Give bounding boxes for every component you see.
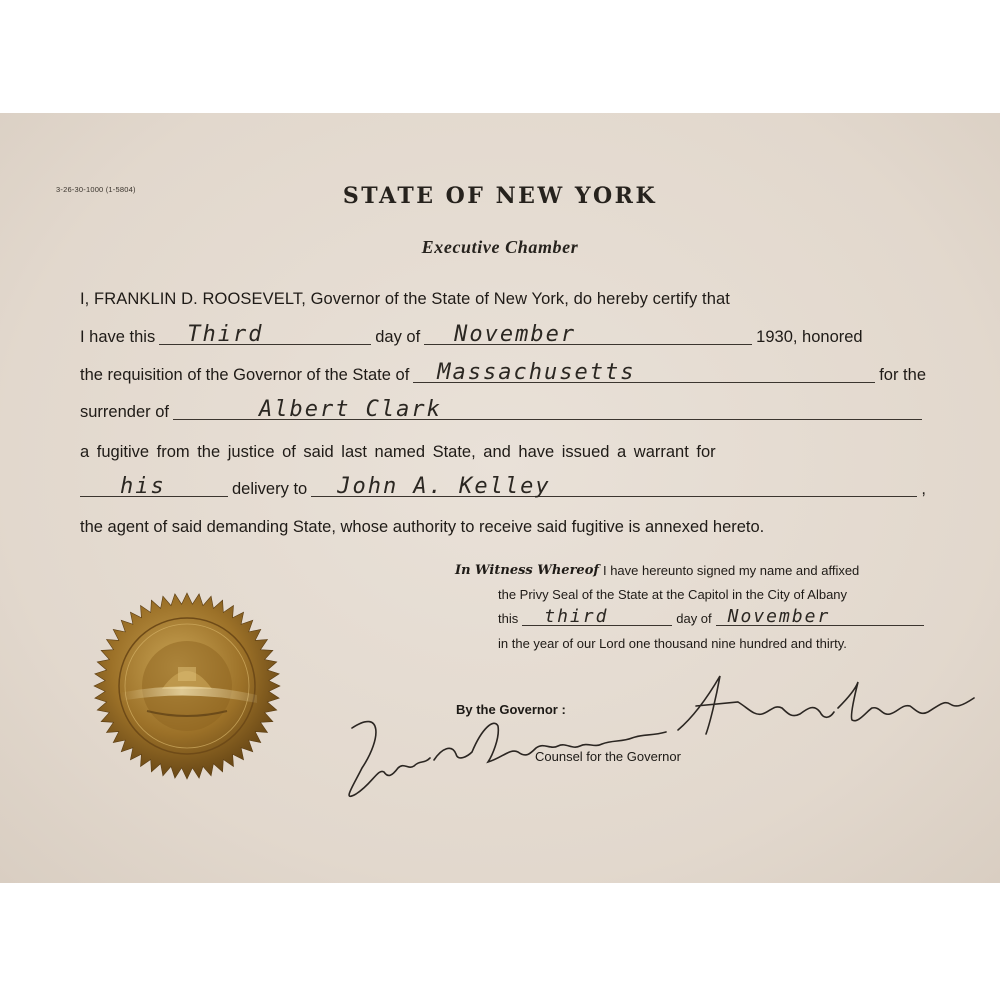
witness-text-2: the Privy Seal of the State at the Capitol in the City of Albany bbox=[498, 587, 848, 602]
day-field bbox=[159, 322, 371, 345]
witness-line-4 bbox=[498, 632, 928, 656]
line-2-text-c: 1930, honored bbox=[756, 328, 863, 346]
line-6-text-a: delivery to bbox=[232, 480, 308, 498]
certification-line-6 bbox=[80, 475, 926, 503]
witness-day-handwriting: third bbox=[544, 606, 609, 627]
document-title: STATE OF NEW YORK bbox=[342, 183, 658, 209]
agent-field bbox=[311, 474, 917, 497]
witness-line-2 bbox=[498, 583, 928, 607]
certification-line-5 bbox=[80, 438, 926, 466]
line-2-text-a: I have this bbox=[80, 328, 156, 346]
fugitive-name-field bbox=[173, 397, 922, 420]
state-seal-icon bbox=[92, 591, 282, 781]
witness-month-handwriting: November bbox=[727, 606, 831, 627]
line-1-text: I, FRANKLIN D. ROOSEVELT, Governor of the State of New York, do hereby certify that bbox=[80, 290, 730, 308]
witness-heading: In Witness Whereof bbox=[455, 563, 599, 578]
witness-day-field bbox=[522, 607, 672, 626]
certificate-paper bbox=[0, 113, 1000, 883]
agent-handwriting: John A. Kelley bbox=[337, 474, 551, 499]
line-7-text: the agent of said demanding State, whose authority to receive said fugitive is annexed hereto. bbox=[80, 518, 765, 536]
document-subtitle: Executive Chamber bbox=[421, 237, 579, 257]
certification-line-3 bbox=[80, 361, 926, 389]
day-handwriting: Third bbox=[187, 322, 264, 347]
witness-text-3a: this bbox=[498, 611, 519, 626]
line-6-text-b: , bbox=[921, 480, 926, 498]
witness-line-3 bbox=[498, 607, 928, 631]
line-2-text-b: day of bbox=[375, 328, 421, 346]
pronoun-handwriting: his bbox=[120, 474, 166, 499]
month-handwriting: November bbox=[454, 322, 577, 347]
witness-text-1: I have hereunto signed my name and affixed bbox=[602, 563, 860, 578]
governor-signature-icon bbox=[658, 668, 978, 748]
line-4-text-a: surrender of bbox=[80, 403, 169, 421]
certification-line-4 bbox=[80, 398, 926, 426]
certification-line-7 bbox=[80, 513, 926, 541]
witness-month-field bbox=[716, 607, 924, 626]
line-3-text-b: for the bbox=[879, 366, 926, 384]
witness-text-3b: day of bbox=[676, 611, 712, 626]
state-field bbox=[413, 360, 875, 383]
certification-line-1 bbox=[80, 285, 926, 313]
line-3-text-a: the requisition of the Governor of the State of bbox=[80, 366, 410, 384]
fugitive-name-handwriting: Albert Clark bbox=[258, 397, 442, 422]
state-handwriting: Massachusetts bbox=[437, 360, 636, 385]
pronoun-field bbox=[80, 474, 228, 497]
witness-line-1 bbox=[455, 559, 927, 583]
line-5-text: a fugitive from the justice of said last named State, and have issued a warrant for bbox=[80, 443, 716, 461]
certification-line-2 bbox=[80, 323, 926, 351]
witness-text-4: in the year of our Lord one thousand nine hundred and thirty. bbox=[498, 636, 847, 651]
month-field bbox=[424, 322, 752, 345]
by-the-governor-label: By the Governor : bbox=[456, 702, 566, 717]
form-code: 3-26-30-1000 (1-5804) bbox=[56, 185, 136, 194]
counsel-label: Counsel for the Governor bbox=[535, 749, 681, 764]
